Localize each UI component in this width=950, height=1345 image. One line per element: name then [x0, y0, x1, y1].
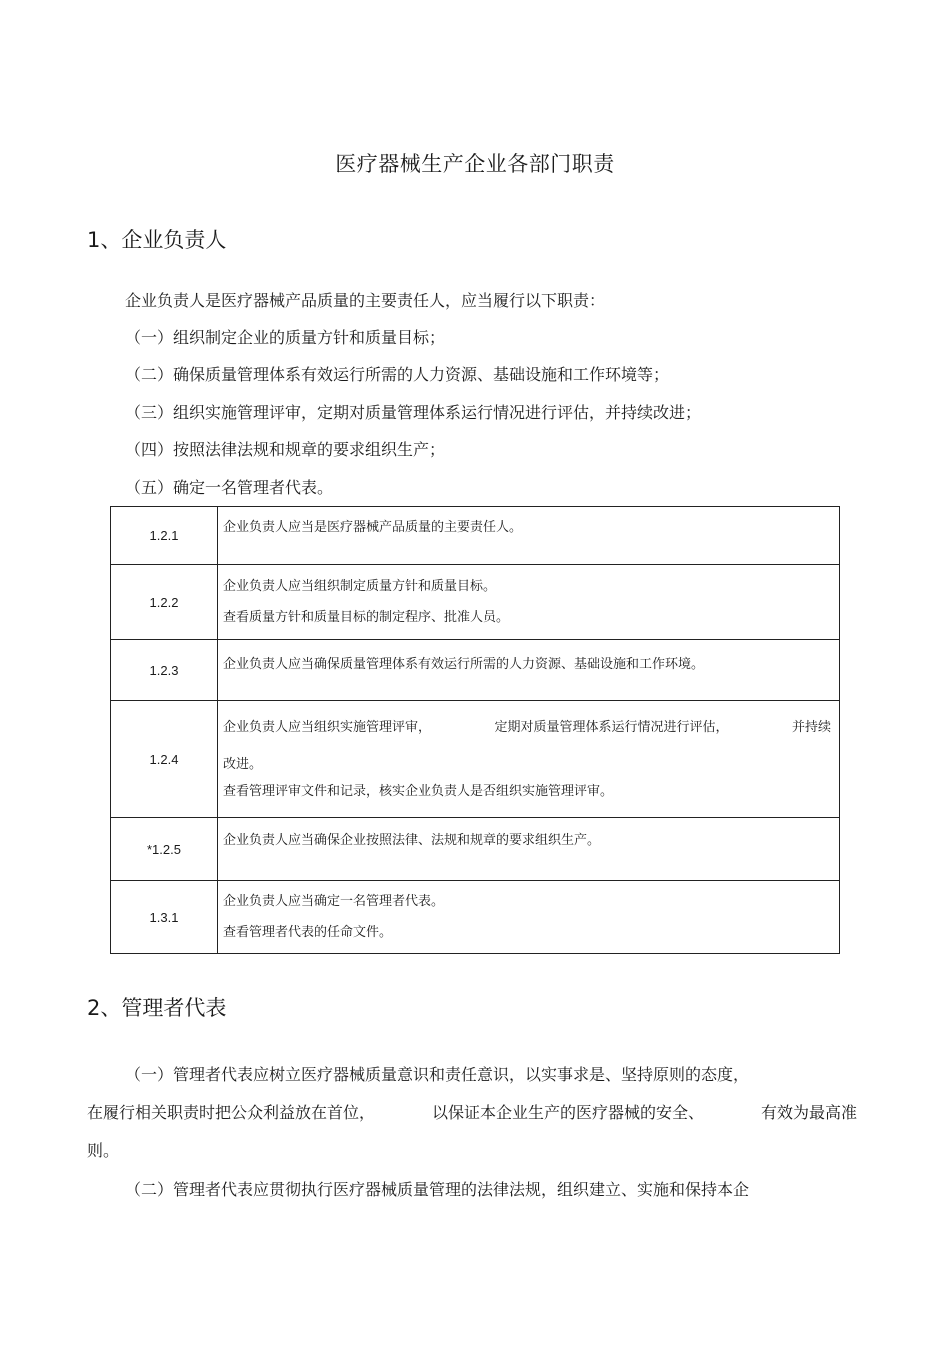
duty-item: （五）确定一名管理者代表。 — [125, 478, 334, 497]
requirement-code: 1.2.2 — [111, 565, 218, 640]
requirement-text — [218, 640, 840, 701]
paragraph-part: 有效为最高准 — [760, 1103, 857, 1122]
requirement-line-part: 定期对质量管理体系运行情况进行评估， — [494, 719, 729, 735]
requirement-line: 企业负责人应当组织制定质量方针和质量目标。 — [223, 579, 497, 594]
section-1-intro: 企业负责人是医疗器械产品质量的主要责任人，应当履行以下职责： — [125, 291, 606, 310]
section-2-paragraph-line — [87, 1100, 857, 1123]
requirement-line: 企业负责人应当确保企业按照法律、法规和规章的要求组织生产。 — [223, 833, 601, 848]
requirement-text — [218, 881, 840, 954]
requirement-code: 1.2.4 — [111, 701, 218, 818]
requirement-line-part: 企业负责人应当组织实施管理评审， — [223, 719, 432, 735]
requirement-line — [223, 719, 831, 736]
duty-item: （一）组织制定企业的质量方针和质量目标； — [125, 328, 446, 347]
requirement-text — [218, 701, 840, 818]
requirement-code: *1.2.5 — [111, 818, 218, 881]
requirement-line: 企业负责人应当确定一名管理者代表。 — [223, 894, 445, 909]
section-2-heading: 2、管理者代表 — [87, 996, 227, 1020]
table-row — [111, 818, 840, 881]
paragraph-part: 以保证本企业生产的医疗器械的安全、 — [431, 1103, 704, 1122]
requirement-line: 改进。 — [223, 756, 263, 772]
requirement-line: 企业负责人应当是医疗器械产品质量的主要责任人。 — [223, 520, 523, 535]
section-2-paragraph-line: （二）管理者代表应贯彻执行医疗器械质量管理的法律法规，组织建立、实施和保持本企 — [125, 1180, 750, 1199]
section-2-paragraph-line: （一）管理者代表应树立医疗器械质量意识和责任意识，以实事求是、坚持原则的态度， — [125, 1065, 750, 1084]
paragraph-part: 在履行相关职责时把公众利益放在首位， — [87, 1103, 376, 1122]
requirement-line: 查看质量方针和质量目标的制定程序、批准人员。 — [223, 610, 510, 625]
table-row — [111, 565, 840, 640]
requirement-line: 企业负责人应当确保质量管理体系有效运行所需的人力资源、基础设施和工作环境。 — [223, 657, 705, 672]
section-2-paragraph-line: 则。 — [87, 1141, 120, 1160]
table-row — [111, 881, 840, 954]
requirement-code: 1.2.1 — [111, 507, 218, 565]
requirement-line: 查看管理者代表的任命文件。 — [223, 925, 393, 940]
requirement-line: 查看管理评审文件和记录，核实企业负责人是否组织实施管理评审。 — [223, 783, 614, 799]
requirements-table — [110, 506, 840, 954]
table-row — [111, 701, 840, 818]
requirement-code: 1.2.3 — [111, 640, 218, 701]
duty-item: （三）组织实施管理评审，定期对质量管理体系运行情况进行评估，并持续改进； — [125, 403, 702, 422]
section-1-heading: 1、企业负责人 — [87, 228, 227, 252]
requirement-text — [218, 507, 840, 565]
page-title: 医疗器械生产企业各部门职责 — [335, 152, 615, 176]
requirement-text — [218, 565, 840, 640]
table-row — [111, 507, 840, 565]
requirement-code: 1.3.1 — [111, 881, 218, 954]
table-row — [111, 640, 840, 701]
duty-item: （二）确保质量管理体系有效运行所需的人力资源、基础设施和工作环境等； — [125, 365, 670, 384]
requirement-text — [218, 818, 840, 881]
requirement-line-part: 并持续 — [791, 719, 831, 735]
duty-item: （四）按照法律法规和规章的要求组织生产； — [125, 440, 446, 459]
